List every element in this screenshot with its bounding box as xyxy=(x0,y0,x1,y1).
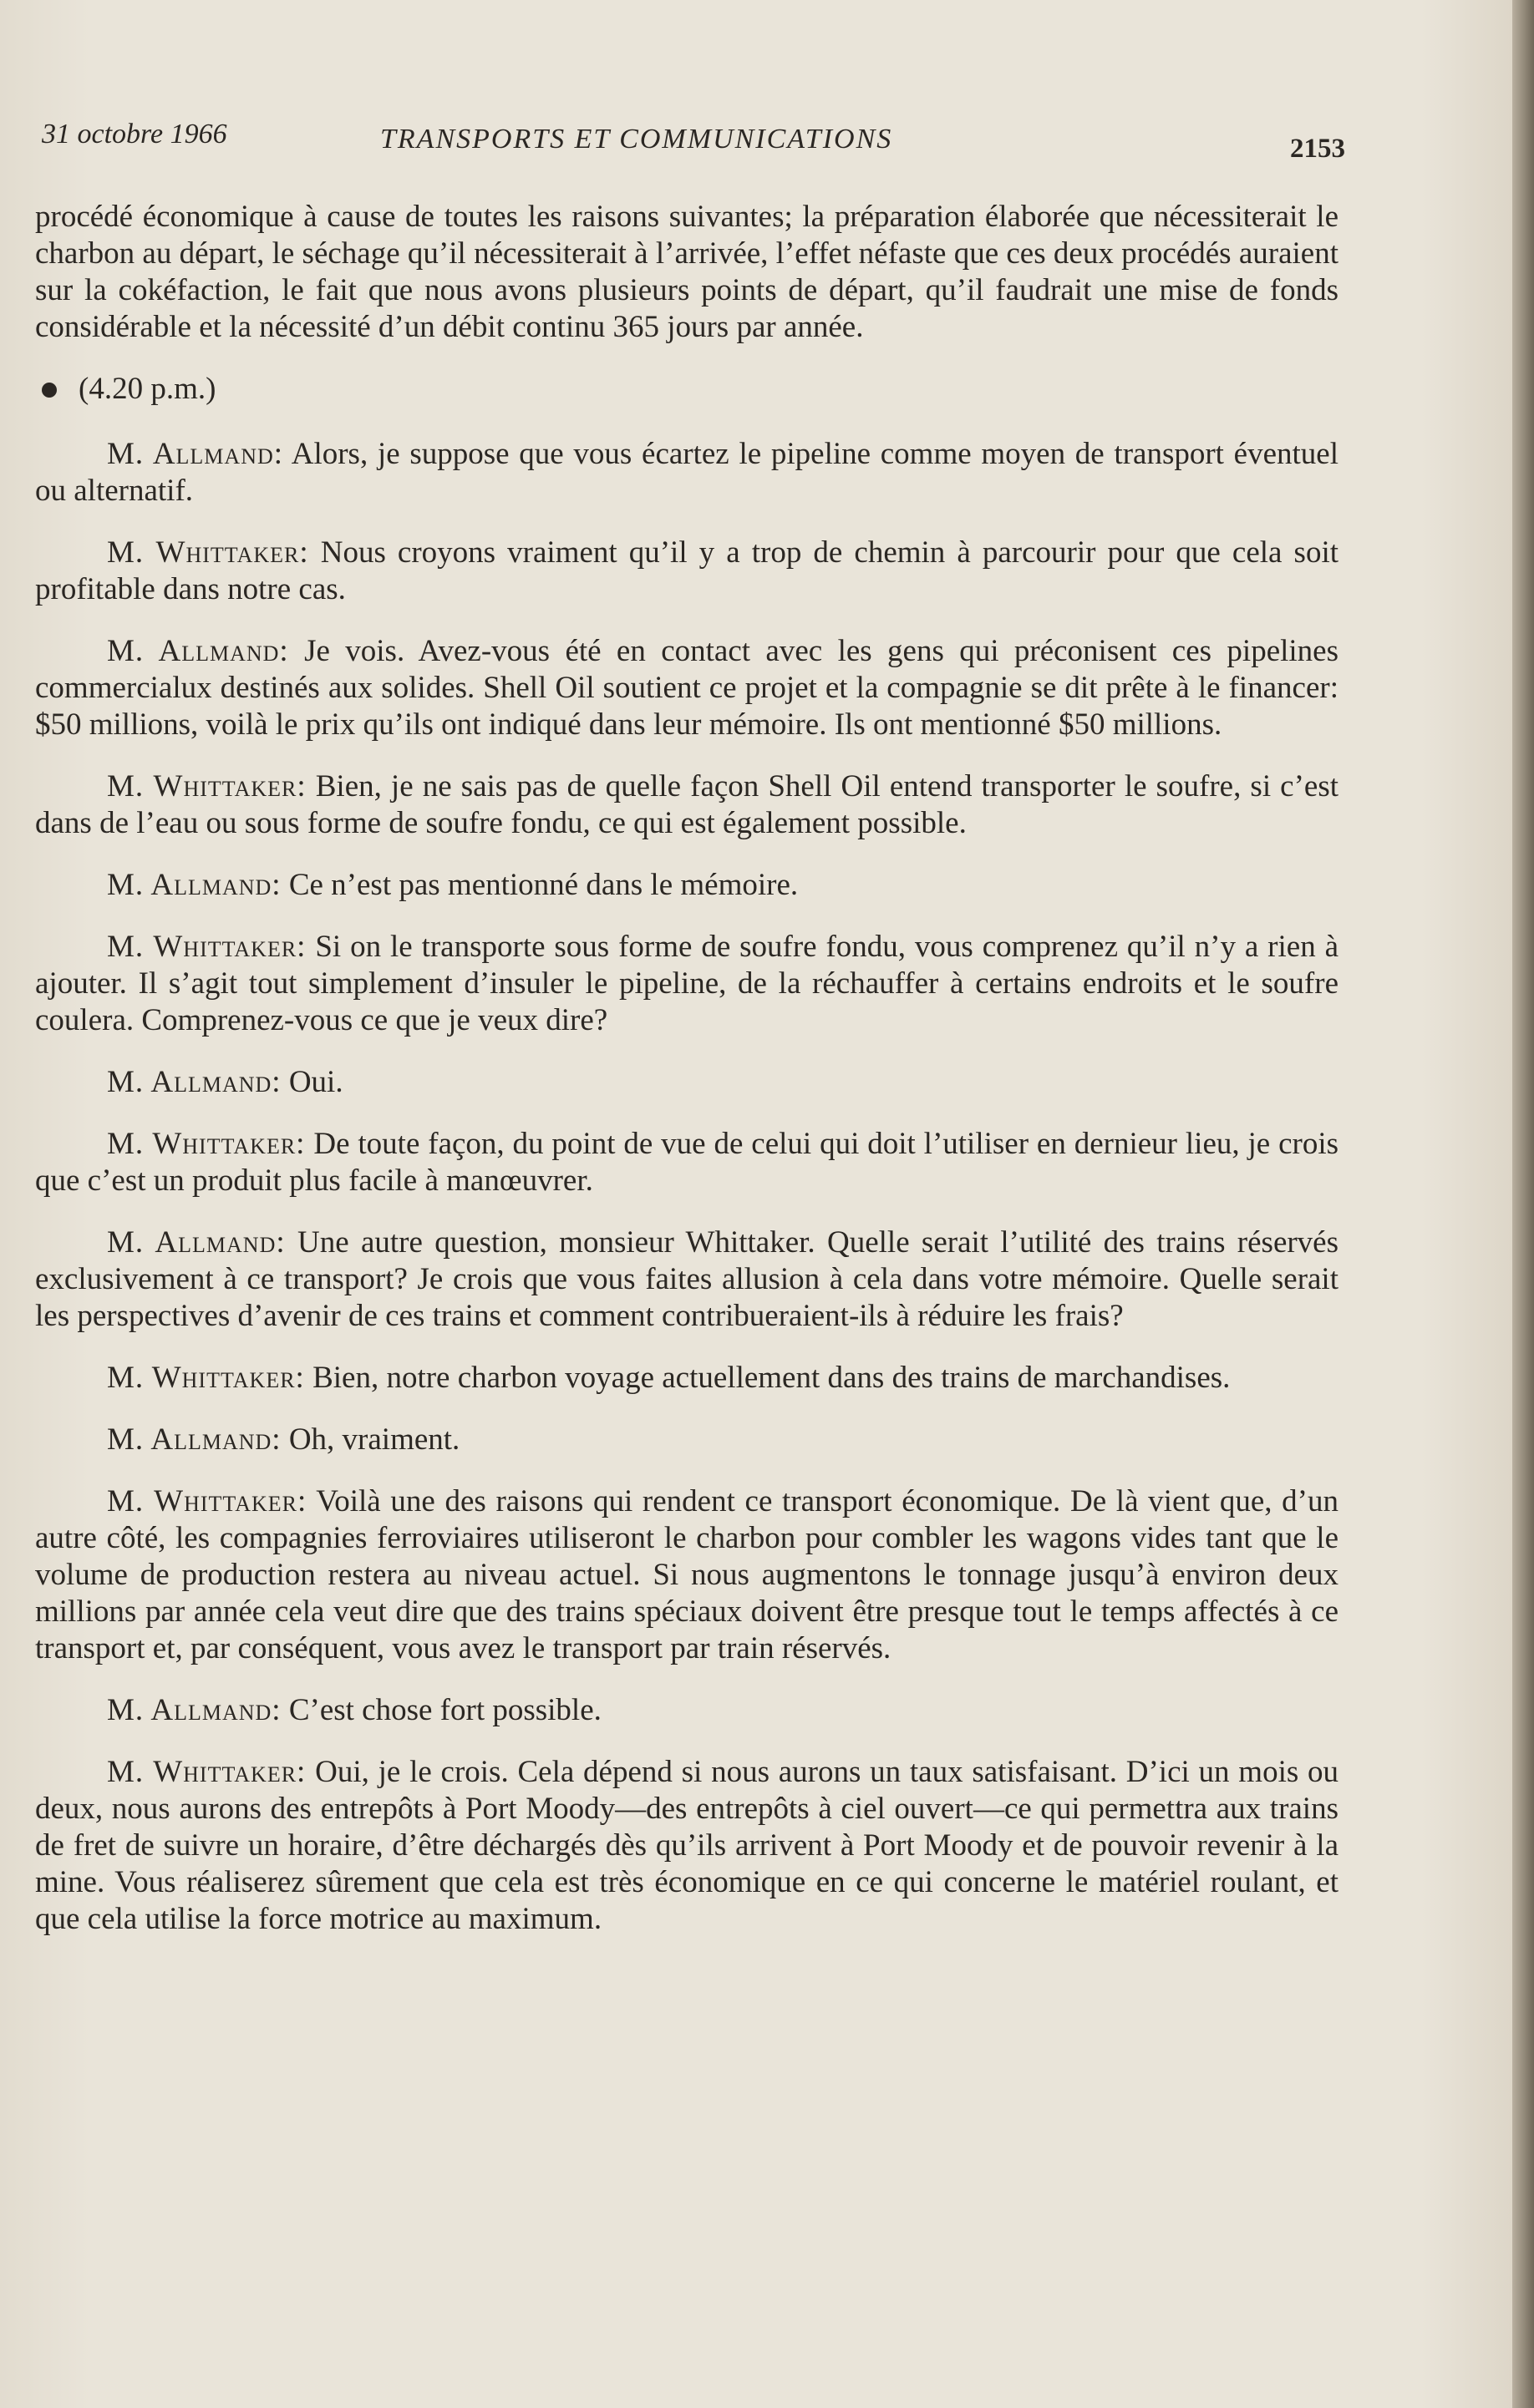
speech-text: Alors, je suppose que vous écartez le pipeline comme moyen de transport éventuel ou alternatif. xyxy=(35,437,1338,508)
speech-paragraph xyxy=(35,1483,1338,1667)
speaker-name: M. Allmand: xyxy=(107,1422,282,1457)
speech-paragraph xyxy=(35,929,1338,1039)
time-marker-text: (4.20 p.m.) xyxy=(79,372,216,406)
speech-paragraph xyxy=(35,535,1338,608)
page-number: 2153 xyxy=(1290,134,1345,164)
page-binding-edge xyxy=(1512,0,1534,2408)
speaker-name: M. Whittaker: xyxy=(107,1127,306,1161)
speech-text: Si on le transporte sous forme de soufre fondu, vous comprenez qu’il n’y a rien à ajouter. Il s’agit tout simplement d’insuler le pipeline, de la réchauffer à certains endroits et le soufre coulera. Comprenez-vous ce que je veux dire? xyxy=(35,930,1339,1037)
speech-text: Oui. xyxy=(288,1065,343,1099)
speech-paragraph xyxy=(35,1224,1338,1335)
speaker-name: M. Allmand: xyxy=(107,634,289,668)
speech-text: Une autre question, monsieur Whittaker. Quelle serait l’utilité des trains réservés exclusivement à ce transport? Je crois que vous faites allusion à cela dans votre mémoire. Quelle serait les perspectives d’avenir de ces trains et comment contribueraient-ils à réduire les frais? xyxy=(35,1225,1339,1333)
paragraph-continuation xyxy=(35,199,1338,346)
paragraph-text: procédé économique à cause de toutes les raisons suivantes; la préparation élaborée que nécessiterait le charbon au départ, le séchage qu’il nécessiterait à l’arrivée, l’effet néfaste que ces deux procédés auraient sur la cokéfaction, le fait que nous avons plusieurs points de départ, qu’il faudrait une mise de fonds considérable et la nécessité d’un débit continu 365 jours par année. xyxy=(35,200,1338,344)
speech-text: Je vois. Avez-vous été en contact avec les gens qui préconisent ces pipelines commercialux destinés aux solides. Shell Oil soutient ce projet et la compagnie se dit prête à le financer: $50 millions, voilà le prix qu’ils ont indiqué dans leur mémoire. Ils ont mentionné $50 millions. xyxy=(35,634,1339,742)
header-title: TRANSPORTS ET COMMUNICATIONS xyxy=(380,124,893,155)
speech-paragraph xyxy=(35,1126,1338,1199)
speech-text: Oui, je le crois. Cela dépend si nous aurons un taux satisfaisant. D’ici un mois ou deux, nous aurons des entrepôts à Port Moody—des entrepôts à ciel ouvert—ce qui permettra aux trains de fret de suivre un horaire, d’être déchargés dès qu’ils arrivent à Port Moody et de pouvoir revenir à la mine. Vous réaliserez sûrement que cela est très économique en ce qui concerne le matériel roulant, et que cela utilise la force motrice au maximum. xyxy=(35,1755,1339,1936)
speaker-name: M. Whittaker: xyxy=(107,1361,305,1395)
speech-paragraph xyxy=(35,633,1338,743)
speech-paragraph xyxy=(35,436,1338,509)
speaker-name: M. Allmand: xyxy=(107,1225,286,1260)
speaker-name: M. Whittaker: xyxy=(107,930,307,964)
speaker-name: M. Allmand: xyxy=(107,437,284,471)
speech-text: Nous croyons vraiment qu’il y a trop de chemin à parcourir pour que cela soit profitable dans notre cas. xyxy=(35,535,1339,606)
speaker-name: M. Whittaker: xyxy=(107,1755,307,1789)
transcript-body xyxy=(35,199,1338,1963)
speaker-name: M. Allmand: xyxy=(107,1693,282,1727)
speech-paragraph xyxy=(35,867,1338,904)
time-marker xyxy=(35,371,1338,408)
speaker-name: M. Whittaker: xyxy=(107,1484,307,1518)
speech-paragraph xyxy=(35,1754,1338,1938)
speech-paragraph xyxy=(35,1692,1338,1729)
speech-text: C’est chose fort possible. xyxy=(288,1693,602,1727)
speech-paragraph xyxy=(35,1360,1338,1397)
speech-text: Oh, vraiment. xyxy=(288,1422,460,1457)
speaker-name: M. Whittaker: xyxy=(107,535,309,570)
speech-text: Bien, notre charbon voyage actuellement dans des trains de marchandises. xyxy=(312,1361,1231,1395)
speech-paragraph xyxy=(35,768,1338,842)
speaker-name: M. Allmand: xyxy=(107,1065,282,1099)
speech-text: Voilà une des raisons qui rendent ce transport économique. De là vient que, d’un autre côté, les compagnies ferroviaires utiliseront le charbon pour combler les wagons vides tant que le volume de production restera au niveau actuel. Si nous augmentons le tonnage jusqu’à environ deux millions par année cela veut dire que des trains spéciaux doivent être presque tout le temps affectés à ce transport et, par conséquent, vous avez le transport par train réservés. xyxy=(35,1484,1338,1665)
speaker-name: M. Whittaker: xyxy=(107,769,307,804)
running-header xyxy=(42,119,1345,164)
speaker-name: M. Allmand: xyxy=(107,868,282,902)
header-date: 31 octobre 1966 xyxy=(42,119,227,150)
speech-paragraph xyxy=(35,1064,1338,1101)
bullet-icon xyxy=(42,383,57,398)
speech-paragraph xyxy=(35,1422,1338,1458)
speech-text: Bien, je ne sais pas de quelle façon Shell Oil entend transporter le soufre, si c’est dans de l’eau ou sous forme de soufre fondu, ce qui est également possible. xyxy=(35,769,1339,840)
speech-text: Ce n’est pas mentionné dans le mémoire. xyxy=(288,868,799,902)
speech-text: De toute façon, du point de vue de celui qui doit l’utiliser en dernieur lieu, je crois que c’est un produit plus facile à manœuvrer. xyxy=(35,1127,1339,1198)
